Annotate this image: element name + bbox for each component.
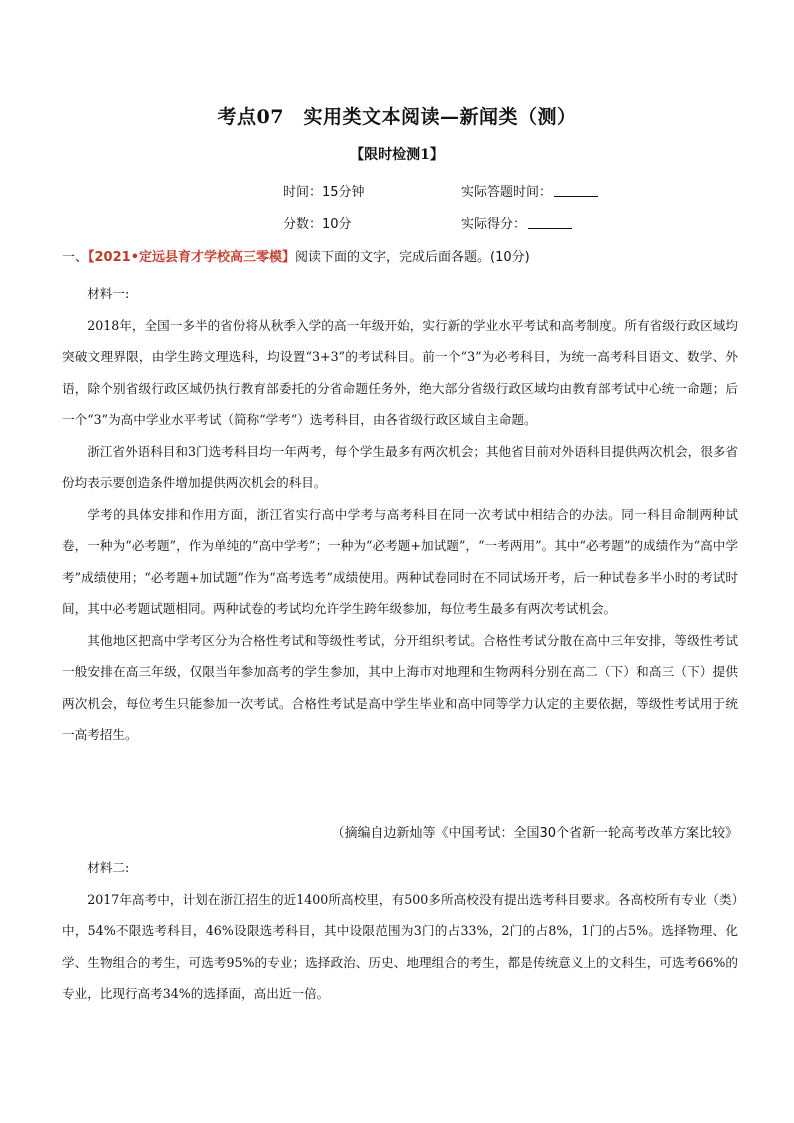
- material-two: [62, 852, 738, 1010]
- actual-score-blank: [528, 216, 572, 229]
- material-one-paragraph: 浙江省外语科目和3门选考科目均一年两考，每个学生最多有两次机会；其他省目前对外语科目提供两次机会，很多省份均表示要创造条件增加提供两次机会的科目。: [62, 443, 738, 490]
- actual-time-field: [461, 181, 598, 200]
- actual-time-label: 实际答题时间：: [461, 185, 553, 200]
- material-two-label: 材料二:: [87, 860, 130, 875]
- actual-score-label: 实际得分：: [461, 217, 527, 232]
- material-two-paragraph: 2017年高考中，计划在浙江招生的近1400所高校里，有500多所高校没有提出选考科目要求。各高校所有专业（类）中，54%不限选考科目，46%设限选考科目，其中设限范围为3门的占33%，2门的占8%，1门的占5%。选择物理、化学、生物组合的考生，可选考95%的专业；选择政治、历史、地理组合的考生，都是传统意义上的文科生，可选考66%的专业，比现行高考34%的选择面，高出近一倍。: [62, 891, 738, 1001]
- page-title: 考点07 实用类文本阅读—新闻类（测）: [217, 106, 577, 128]
- actual-time-blank: [554, 184, 598, 197]
- question-instruction: 阅读下面的文字，完成后面各题。(10分): [295, 250, 530, 265]
- question-source: 【2021•定远县育才学校高三零模】: [88, 250, 296, 265]
- question-number: 一、: [62, 250, 89, 265]
- material-one-paragraph: 学考的具体安排和作用方面，浙江省实行高中学考与高考科目在同一次考试中相结合的办法。同一科目命制两种试卷，一种为“必考题”，作为单纯的“高中学考”；一种为“必考题+加试题”，“一考两用”。其中“必考题”的成绩作为“高中学考”成绩使用；“必考题+加试题”作为“高考选考”成绩使用。两种试卷同时在不同试场开考，后一种试卷多半小时的考试时间，其中必考题试题相同。两种试卷的考试均允许学生跨年级参加，每位考生最多有两次考试机会。: [62, 506, 738, 616]
- score-total: 分数：10分: [283, 217, 352, 232]
- material-one-paragraph: 2018年，全国一多半的省份将从秋季入学的高一年级开始，实行新的学业水平考试和高考制度。所有省级行政区域均突破文理界限，由学生跨文理选科，均设置“3+3”的考试科目。前一个“3”为必考科目，为统一高考科目语文、数学、外语，除个别省级行政区域仍执行教育部委托的分省命题任务外，绝大部分省级行政区域均由教育部考试中心统一命题；后一个“3”为高中学业水平考试（简称“学考”）选考科目，由各省级行政区域自主命题。: [62, 317, 738, 427]
- material-one-citation: （摘编自边新灿等《中国考试：全国30个省新一轮高考改革方案比较》: [331, 826, 738, 841]
- material-one-paragraph: 其他地区把高中学考区分为合格性考试和等级性考试，分开组织考试。合格性考试分散在高中三年安排，等级性考试一般安排在高三年级，仅限当年参加高考的学生参加，其中上海市对地理和生物两科分别在高二（下）和高三（下）提供两次机会，每位考生只能参加一次考试。合格性考试是高中学生毕业和高中同等学力认定的主要依据，等级性考试用于统一高考招生。: [62, 632, 738, 742]
- question-heading: [62, 246, 742, 265]
- time-limit: 时间：15分钟: [283, 185, 365, 200]
- actual-score-field: [461, 213, 572, 232]
- page-subtitle: 【限时检测1】: [350, 147, 444, 163]
- material-one-label: 材料一:: [87, 286, 130, 301]
- material-one: [62, 278, 738, 751]
